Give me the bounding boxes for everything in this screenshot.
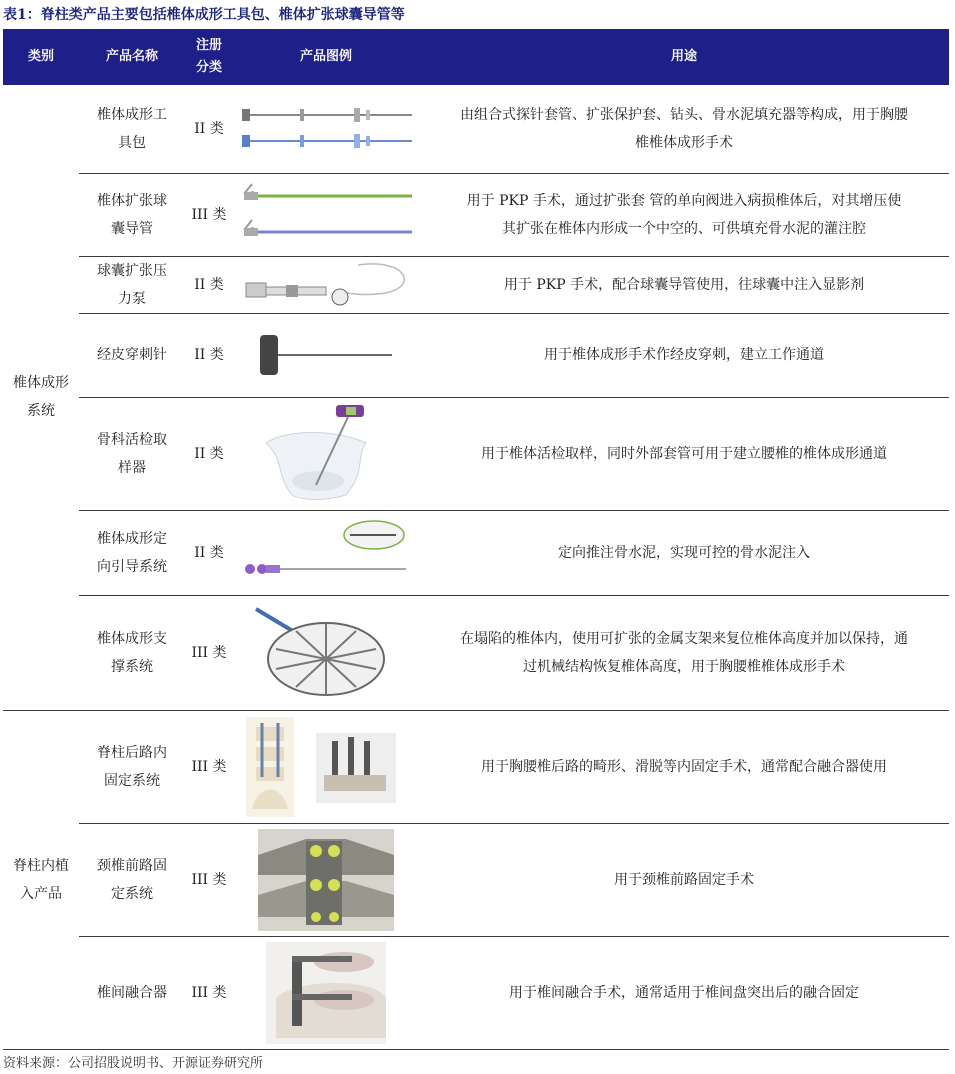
balloon-catheter-image	[233, 173, 419, 256]
header-illustration: 产品图例	[233, 29, 419, 85]
table-row	[3, 173, 949, 256]
product-name: 椎间融合器	[79, 936, 185, 1049]
tool-kit-image	[233, 85, 419, 173]
product-table	[3, 29, 949, 1050]
cervical-plate-image	[233, 823, 419, 936]
header-row	[3, 29, 949, 85]
product-name: 颈椎前路固 定系统	[79, 823, 185, 936]
registration-class: II 类	[185, 510, 233, 595]
product-usage: 用于颈椎前路固定手术	[419, 823, 949, 936]
registration-class: III 类	[185, 595, 233, 710]
support-stent-image	[233, 595, 419, 710]
product-usage: 用于 PKP 手术，配合球囊导管使用，往球囊中注入显影剂	[419, 256, 949, 313]
table-row	[3, 313, 949, 397]
header-category: 类别	[3, 29, 79, 85]
pressure-pump-image	[233, 256, 419, 313]
product-usage: 用于椎体活检取样，同时外部套管可用于建立腰椎的椎体成形通道	[419, 397, 949, 510]
registration-class: II 类	[185, 313, 233, 397]
product-usage: 由组合式探针套管、扩张保护套、钻头、骨水泥填充器等构成，用于胸腰 椎椎体成形手术	[419, 85, 949, 173]
table-row	[3, 936, 949, 1049]
product-name: 椎体扩张球 囊导管	[79, 173, 185, 256]
table-row	[3, 710, 949, 823]
table-row	[3, 510, 949, 595]
registration-class: III 类	[185, 710, 233, 823]
category-cell: 椎体成形 系统	[3, 85, 79, 710]
guide-system-image	[233, 510, 419, 595]
product-usage: 用于胸腰椎后路的畸形、滑脱等内固定手术，通常配合融合器使用	[419, 710, 949, 823]
table-row	[3, 85, 949, 173]
table-row	[3, 397, 949, 510]
table-row	[3, 595, 949, 710]
registration-class: III 类	[185, 823, 233, 936]
table-row	[3, 823, 949, 936]
product-usage: 在塌陷的椎体内，使用可扩张的金属支架来复位椎体高度并加以保持，通 过机械结构恢复椎体高度，用于胸腰椎椎体成形手术	[419, 595, 949, 710]
header-registration: 注册 分类	[185, 29, 233, 85]
product-usage: 用于 PKP 手术，通过扩张套 管的单向阀进入病损椎体后，对其增压使 其扩张在椎体内形成一个中空的、可供填充骨水泥的灌注腔	[419, 173, 949, 256]
product-usage: 用于椎间融合手术，通常适用于椎间盘突出后的融合固定	[419, 936, 949, 1049]
product-usage: 用于椎体成形手术作经皮穿刺，建立工作通道	[419, 313, 949, 397]
category-cell: 脊柱内植 入产品	[3, 710, 79, 1049]
interbody-cage-image	[233, 936, 419, 1049]
product-name: 椎体成形工 具包	[79, 85, 185, 173]
puncture-needle-image	[233, 313, 419, 397]
table-title: 表1：脊柱类产品主要包括椎体成形工具包、椎体扩张球囊导管等	[3, 7, 405, 23]
header-product-name: 产品名称	[79, 29, 185, 85]
registration-class: II 类	[185, 397, 233, 510]
registration-class: II 类	[185, 85, 233, 173]
product-name: 脊柱后路内 固定系统	[79, 710, 185, 823]
header-usage: 用途	[419, 29, 949, 85]
registration-class: III 类	[185, 936, 233, 1049]
biopsy-sampler-image	[233, 397, 419, 510]
product-usage: 定向推注骨水泥，实现可控的骨水泥注入	[419, 510, 949, 595]
source-note: 资料来源：公司招股说明书、开源证券研究所	[3, 1056, 264, 1071]
table-row	[3, 256, 949, 313]
product-name: 球囊扩张压 力泵	[79, 256, 185, 313]
product-name: 椎体成形支 撑系统	[79, 595, 185, 710]
product-name: 骨科活检取 样器	[79, 397, 185, 510]
product-name: 经皮穿刺针	[79, 313, 185, 397]
registration-class: II 类	[185, 256, 233, 313]
product-name: 椎体成形定 向引导系统	[79, 510, 185, 595]
registration-class: III 类	[185, 173, 233, 256]
posterior-fixation-image	[233, 710, 419, 823]
